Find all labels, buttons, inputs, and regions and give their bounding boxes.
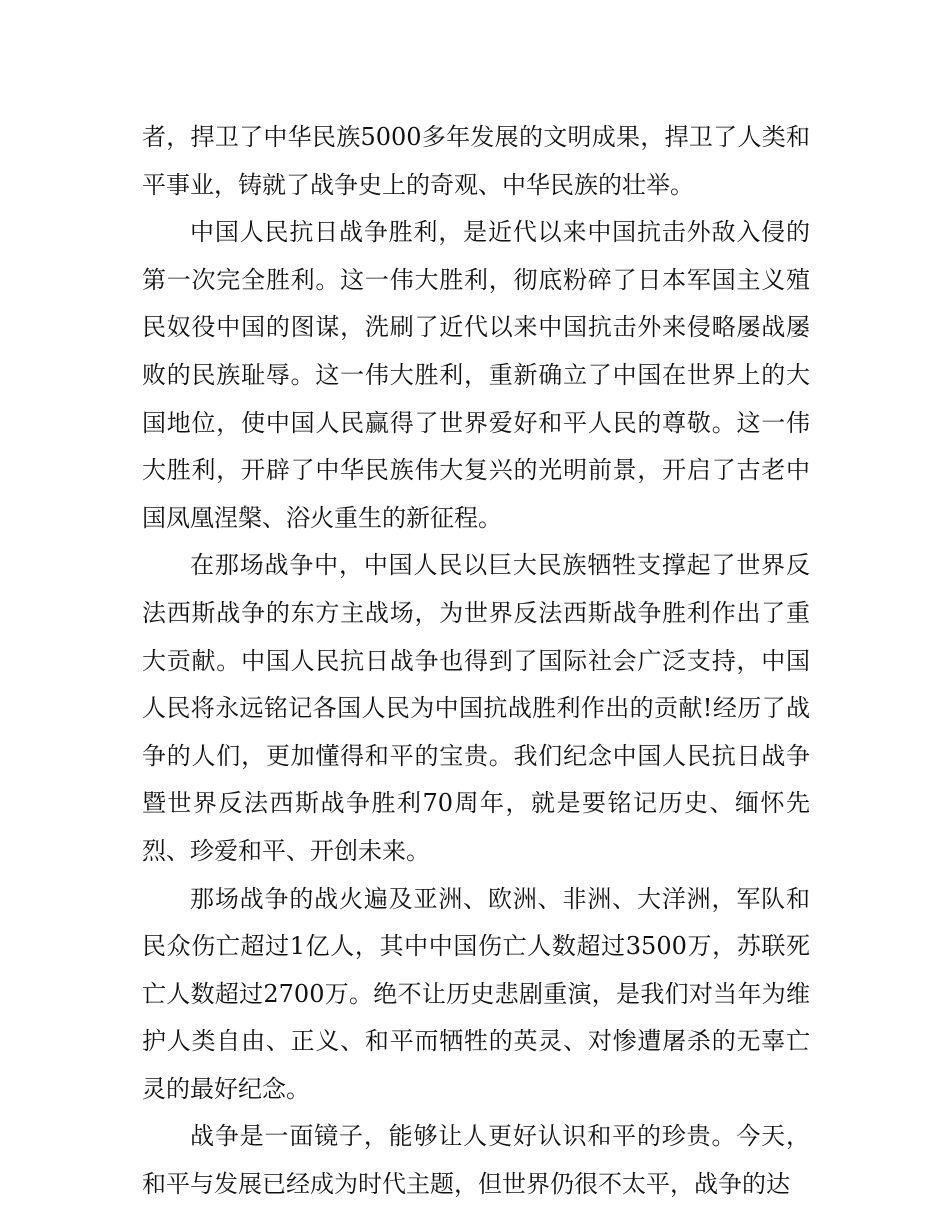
paragraph-continued: 者，捍卫了中华民族5000多年发展的文明成果，捍卫了人类和平事业，铸就了战争史上的奇观、中华民族的壮举。 — [142, 123, 810, 199]
paragraph-casualties: 那场战争的战火遍及亚洲、欧洲、非洲、大洋洲，军队和民众伤亡超过1亿人，其中中国伤亡人数超过3500万，苏联死亡人数超过2700万。绝不让历史悲剧重演，是我们对当年为维护人类自由、正义、和平而牺牲的英灵、对惨遭屠杀的无辜亡灵的最好纪念。 — [142, 884, 810, 1103]
paragraph-victory-significance: 中国人民抗日战争胜利，是近代以来中国抗击外敌入侵的第一次完全胜利。这一伟大胜利，彻底粉碎了日本军国主义殖民奴役中国的图谋，洗刷了近代以来中国抗击外来侵略屡战屡败的民族耻辱。这一伟大胜利，重新确立了中国在世界上的大国地位，使中国人民赢得了世界爱好和平人民的尊敬。这一伟大胜利，开辟了中华民族伟大复兴的光明前景，开启了古老中国凤凰涅槃、浴火重生的新征程。 — [142, 218, 810, 532]
document-page — [142, 114, 810, 1209]
paragraph-eastern-battlefield: 在那场战争中，中国人民以巨大民族牺牲支撑起了世界反法西斯战争的东方主战场，为世界反法西斯战争胜利作出了重大贡献。中国人民抗日战争也得到了国际社会广泛支持，中国人民将永远铭记各国人民为中国抗战胜利作出的贡献!经历了战争的人们，更加懂得和平的宝贵。我们纪念中国人民抗日战争暨世界反法西斯战争胜利70周年，就是要铭记历史、缅怀先烈、珍爱和平、开创未来。 — [142, 551, 810, 865]
paragraph-war-mirror: 战争是一面镜子，能够让人更好认识和平的珍贵。今天，和平与发展已经成为时代主题，但世界仍很不太平，战争的达 — [142, 1122, 810, 1199]
